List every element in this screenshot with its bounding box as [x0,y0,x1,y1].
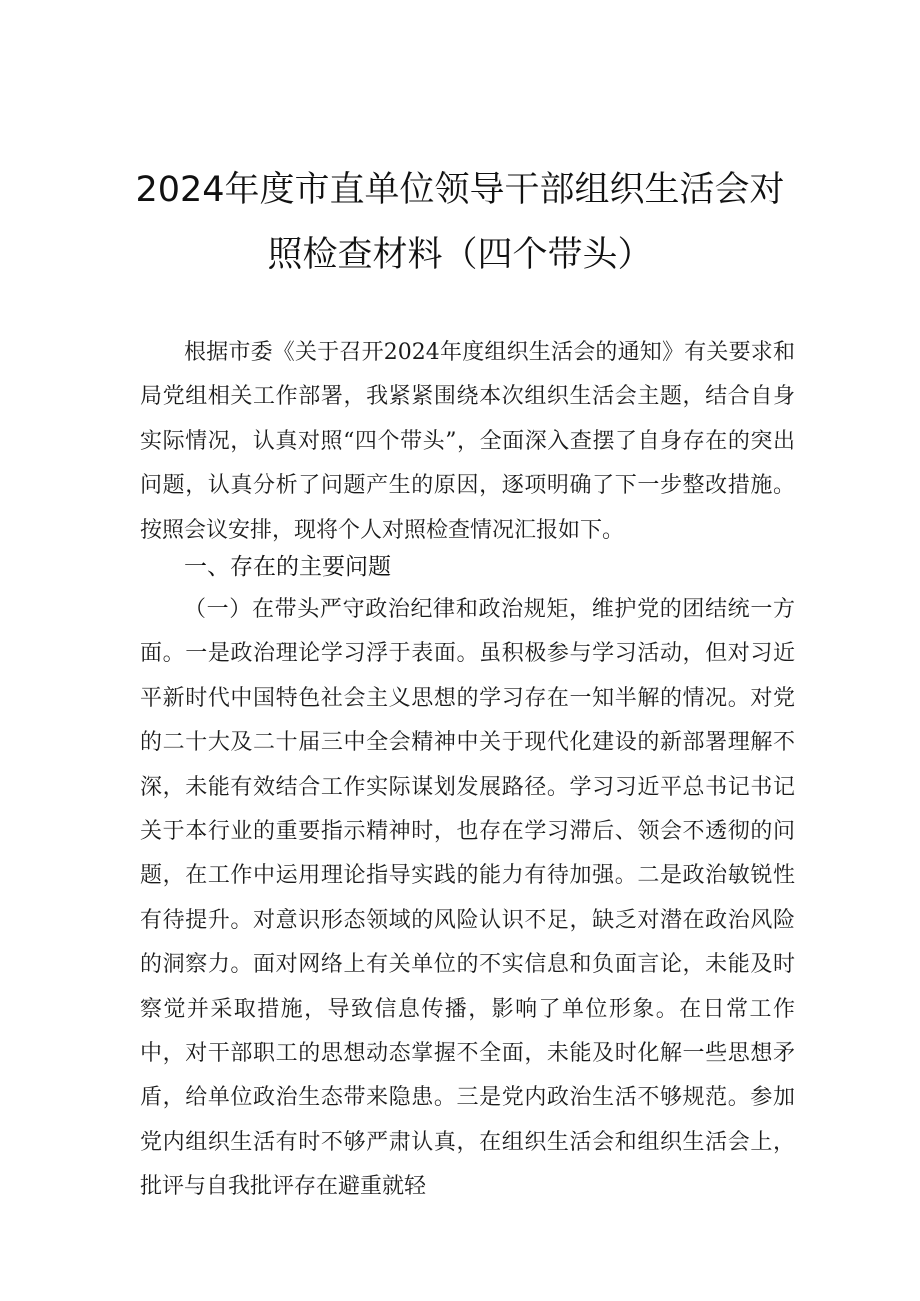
subsection-paragraph: （一）在带头严守政治纪律和政治规矩，维护党的团结统一方面。一是政治理论学习浮于表面。虽积极参与学习活动，但对习近平新时代中国特色社会主义思想的学习存在一知半解的情况。对党的二十大及二十届三中全会精神中关于现代化建设的新部署理解不深，未能有效结合工作实际谋划发展路径。学习习近平总书记书记关于本行业的重要指示精神时，也存在学习滞后、领会不透彻的问题，在工作中运用理论指导实践的能力有待加强。二是政治敏锐性有待提升。对意识形态领域的风险认识不足，缺乏对潜在政治风险的洞察力。面对网络上有关单位的不实信息和负面言论，未能及时察觉并采取措施，导致信息传播，影响了单位形象。在日常工作中，对干部职工的思想动态掌握不全面，未能及时化解一些思想矛盾，给单位政治生态带来隐患。三是党内政治生活不够规范。参加党内组织生活有时不够严肃认真，在组织生活会和组织生活会上，批评与自我批评存在避重就轻 [140,597,795,1200]
intro-paragraph: 根据市委《关于召开2024年度组织生活会的通知》有关要求和局党组相关工作部署，我紧紧围绕本次组织生活会主题，结合自身实际情况，认真对照“四个带头”，全面深入查摆了自身存在的突出问题，认真分析了问题产生的原因，逐项明确了下一步整改措施。按照会议安排，现将个人对照检查情况汇报如下。 [140,340,795,543]
document-title-line1: 2024年度市直单位领导干部组织生活会对 [135,170,785,210]
section-heading: 一、存在的主要问题 [184,554,391,580]
document-title-line2: 照检查材料（四个带头） [267,235,653,275]
